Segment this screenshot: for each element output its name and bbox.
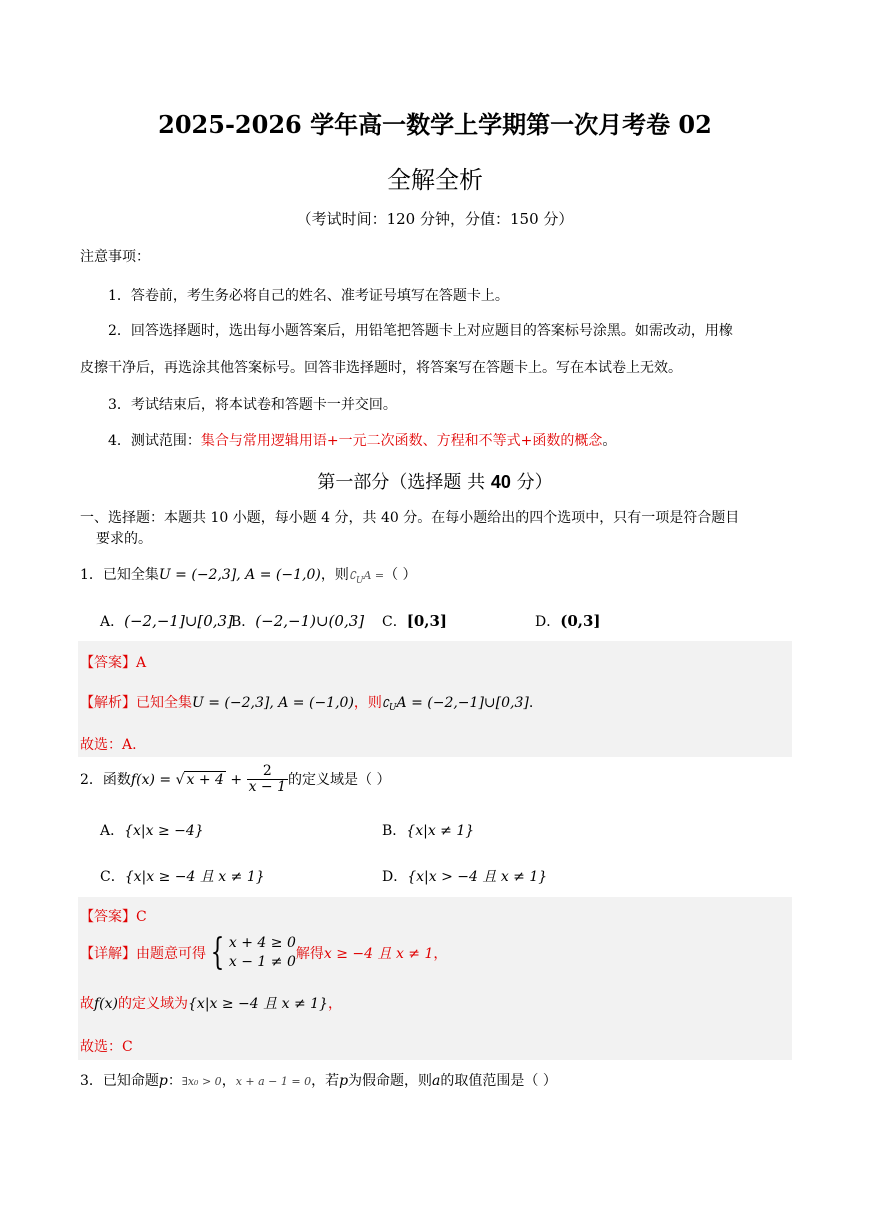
q1-analysis: 【解析】已知全集U = (−2,3], A = (−1,0)，则$∁_UA$ = (−2,−1]∪[0,3].	[80, 695, 534, 714]
q1-option-d-value: (0,3]	[560, 612, 601, 630]
q1-complement-subscript: U	[355, 575, 364, 586]
q2-detail-solve: 解得	[295, 945, 324, 962]
q1-answer-tag: 【答案】	[80, 655, 136, 671]
q2-domain-end: ，	[327, 996, 342, 1012]
notice-item-3: 3．考试结束后，将本试卷和答题卡一并交回。	[108, 397, 397, 413]
q2-answer	[80, 906, 147, 926]
q2-detail-tag: 【详解】	[80, 945, 136, 962]
q3-stem-prefix: 3．已知命题	[80, 1073, 159, 1089]
q2-domain-set: {x|x ≥ −4 且 x ≠ 1}	[188, 996, 328, 1012]
q3-proposition-p: p	[158, 1073, 168, 1089]
q3-proposition-p2: p	[339, 1073, 349, 1089]
q2-option-d-value: {x|x > −4 且 x ≠ 1}	[407, 869, 548, 885]
q1-choice: 故选：A.	[80, 737, 137, 753]
notice-item-4-scope: 集合与常用逻辑用语+一元二次函数、方程和不等式+函数的概念	[200, 433, 603, 449]
q1-stem-set: A =	[363, 569, 385, 582]
section-title-suffix: 分）	[510, 472, 553, 493]
q2-domain-function: f(x)	[94, 996, 119, 1012]
q2-detail: 【详解】由题意可得 { x + 4 ≥ 0 x − 1 ≠ 0 解得x ≥ −4 且 x ≠ 1，	[80, 931, 448, 973]
section-title-points: 40	[490, 472, 511, 492]
q1-answer-value: A	[136, 655, 147, 671]
q2-option-d	[382, 866, 547, 886]
q2-answer-value: C	[136, 909, 147, 925]
q2-domain	[80, 993, 342, 1013]
section-instruction-line1: 一、选择题：本题共 10 小题，每小题 4 分，共 40 分。在每小题给出的四个选项中，只有一项是符合题目	[80, 510, 740, 526]
q3-comma: ，	[221, 1073, 236, 1089]
q1-option-a-label: A．	[100, 614, 125, 630]
notice-item-4-prefix: 4．测试范围：	[108, 433, 201, 449]
q2-system-line2: x − 1 ≠ 0	[228, 953, 296, 970]
q3-colon: ：	[167, 1073, 182, 1089]
notice-heading: 注意事项：	[80, 249, 150, 265]
q3-mid2: 为假命题，则	[348, 1073, 433, 1089]
notice-item-4-end: 。	[602, 433, 617, 449]
q1-option-b-label: B．	[231, 614, 256, 630]
q2-detail-end: ，	[433, 945, 448, 962]
q1-analysis-tag: 【解析】	[80, 695, 136, 711]
q1-analysis-result: A = (−2,−1]∪[0,3]	[396, 695, 529, 711]
q3-variable-a: a	[432, 1073, 441, 1089]
q1-option-a	[100, 611, 233, 631]
q1-stem-paren: （ ）	[384, 567, 417, 583]
q2-choice: 故选：C	[80, 1039, 133, 1055]
q2-option-c	[100, 866, 265, 886]
q1-analysis-text: 已知全集	[136, 695, 192, 711]
q2-option-b-value: {x|x ≠ 1}	[406, 823, 475, 839]
notice-item-4	[108, 430, 616, 450]
q2-fraction	[247, 764, 288, 796]
q1-option-b-value: (−2,−1)∪(0,3]	[255, 612, 365, 630]
q2-option-c-label: C．	[100, 869, 125, 885]
page-subtitle: 全解全析	[387, 166, 483, 194]
q1-analysis-math: U = (−2,3], A = (−1,0)	[192, 695, 354, 711]
notice-item-1: 1．答卷前，考生务必将自己的姓名、准考证号填写在答题卡上。	[108, 288, 509, 304]
q2-option-c-value: {x|x ≥ −4 且 x ≠ 1}	[124, 869, 265, 885]
q1-stem-math: U = (−2,3], A = (−1,0)	[158, 567, 321, 583]
q2-fraction-denominator: x − 1	[248, 779, 286, 796]
exam-info: （考试时间：120 分钟，分值：150 分）	[296, 210, 574, 228]
q2-solution-box	[78, 897, 792, 1060]
q2-option-d-label: D．	[382, 869, 408, 885]
q3-stem	[80, 1070, 557, 1090]
q1-option-c-value: [0,3]	[406, 612, 448, 630]
q1-complement-symbol: ∁	[348, 569, 356, 582]
section-title-prefix: 第一部分（选择题 共	[317, 472, 491, 493]
q2-option-b-label: B．	[382, 823, 407, 839]
q1-option-d-label: D．	[535, 614, 561, 630]
q2-stem: 2．函数f(x) = √ x + 4 + $\frac{2}{x - 1}$ 的定义域是（ ）	[80, 763, 391, 796]
q2-option-a	[100, 820, 204, 840]
q2-domain-prefix: 故	[80, 996, 94, 1012]
q1-stem-prefix: 1．已知全集	[80, 567, 159, 583]
q2-option-b	[382, 820, 474, 840]
section-instruction-line2: 要求的。	[96, 531, 152, 547]
q2-detail-prefix: 由题意可得	[136, 945, 206, 962]
notice-item-2-line1: 2．回答选择题时，选出每小题答案后，用铅笔把答题卡上对应题目的答案标号涂黑。如需改动，用橡	[108, 323, 733, 339]
q1-option-d	[535, 611, 601, 631]
q2-detail-result: x ≥ −4 且 x ≠ 1	[323, 945, 434, 962]
page-title: 2025-2026 学年高一数学上学期第一次月考卷 02	[158, 110, 712, 139]
q3-exists-clause: ∃x₀ > 0	[181, 1075, 222, 1088]
q2-domain-mid: 的定义域为	[118, 996, 189, 1012]
q2-stem-suffix: 的定义域是（ ）	[288, 771, 391, 788]
notice-item-2-line2: 皮擦干净后，再选涂其他答案标号。回答非选择题时，将答案写在答题卡上。写在本试卷上无效。	[80, 360, 682, 376]
q2-answer-tag: 【答案】	[80, 909, 136, 925]
q1-answer	[80, 652, 146, 672]
q2-inequality-system	[229, 934, 296, 972]
q2-fraction-numerator: 2	[247, 764, 288, 780]
q1-analysis-mid: ，则	[353, 695, 382, 711]
q1-option-a-value: (−2,−1]∪[0,3]	[124, 612, 233, 630]
q1-option-c-label: C．	[382, 614, 407, 630]
q1-stem	[80, 564, 417, 586]
q3-suffix: 的取值范围是（ ）	[440, 1073, 557, 1089]
q2-option-a-value: {x|x ≥ −4}	[124, 823, 204, 839]
q2-stem-prefix: 2．函数	[80, 771, 131, 788]
q1-option-b	[231, 611, 364, 631]
q2-system-line1: x + 4 ≥ 0	[228, 935, 296, 951]
q2-sqrt-arg: x + 4	[186, 771, 224, 788]
q2-plus: +	[225, 771, 247, 788]
q3-mid: ，若	[311, 1073, 340, 1089]
section-title	[0, 468, 870, 494]
q2-option-a-label: A．	[100, 823, 125, 839]
q3-equation: x + a − 1 = 0	[235, 1075, 312, 1088]
q2-function: f(x) =	[130, 771, 176, 788]
q1-analysis-end: .	[528, 695, 534, 711]
q1-option-c	[382, 611, 447, 631]
q1-stem-mid: ，则	[320, 567, 349, 583]
